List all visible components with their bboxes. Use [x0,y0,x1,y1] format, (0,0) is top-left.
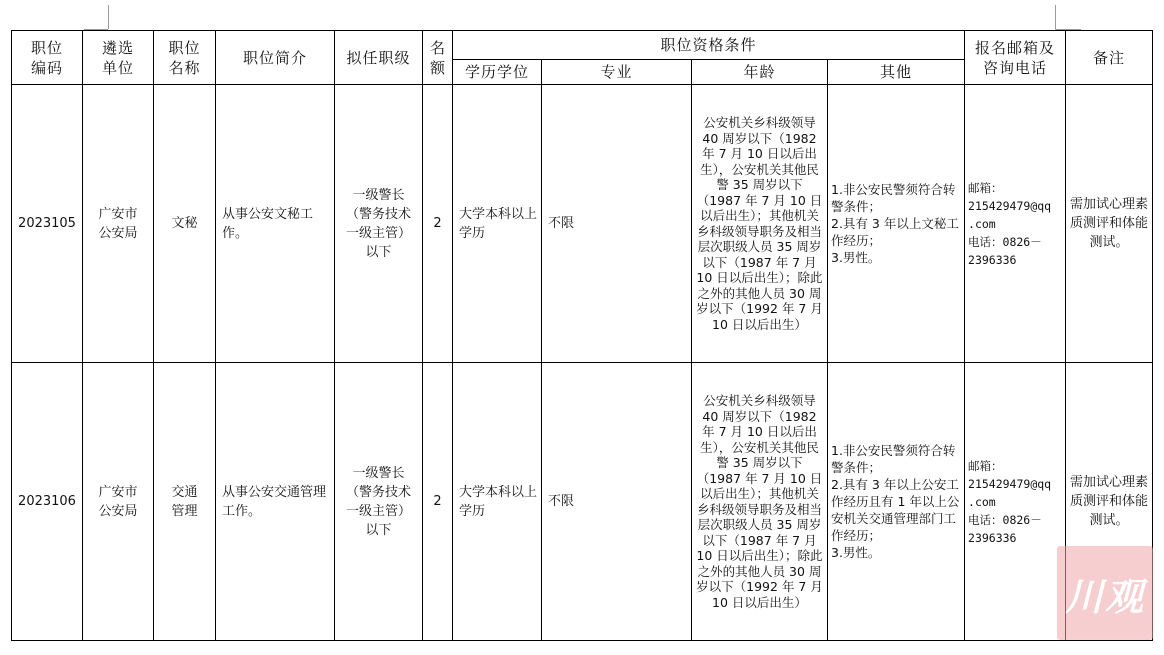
cell-remark: 需加试心理素质测评和体能测试。 [1066,85,1153,363]
header-qualifications: 职位资格条件 [453,31,965,60]
header-education: 学历学位 [453,60,542,85]
table-row [12,85,1153,363]
cell-unit: 广安市 公安局 [83,85,154,363]
header-rank: 拟任职级 [335,31,423,85]
cell-quota: 2 [423,363,453,641]
page-corner-mark-left [108,5,109,29]
cell-intro: 从事公安文秘工作。 [216,85,335,363]
contact-phone: 电话：0826－ 2396336 [968,234,1042,267]
header-unit: 遴选 单位 [83,31,154,85]
header-name: 职位 名称 [154,31,216,85]
header-other: 其他 [828,60,965,85]
cell-name: 文秘 [154,85,216,363]
header-code: 职位 编码 [12,31,83,85]
cell-contact [965,363,1066,641]
cell-education: 大学本科以上学历 [453,85,542,363]
cell-education: 大学本科以上学历 [453,363,542,641]
header-contact: 报名邮箱及 咨询电话 [965,31,1066,85]
table-row [12,363,1153,641]
position-table [11,30,1153,641]
watermark-logo [1057,546,1153,640]
header-remark: 备注 [1066,31,1153,85]
contact-phone: 电话：0826－ 2396336 [968,512,1042,545]
header-intro: 职位简介 [216,31,335,85]
cell-code: 2023106 [12,363,83,641]
cell-age: 公安机关乡科级领导 40 周岁以下（1982 年 7 月 10 日以后出生），公安机关其他民警 35 周岁以下（1987 年 7 月 10 日以后出生）；其他机关乡科级领导职务及相当层次职级人员 35 周岁以下（1987 年 7 月 10 日以后出生）；除此之外的其他人员 30 周岁以下（1992 年 7 月 10 日以后出生） [692,85,828,363]
watermark-text: 川观 [1064,573,1145,619]
contact-email: 邮箱： 215429479@qq .com [968,458,1052,509]
cell-quota: 2 [423,85,453,363]
cell-remark: 需加试心理素质测评和体能测试。 [1066,363,1153,641]
cell-other: 1.非公安民警须符合转警条件； 2.具有 3 年以上公安工作经历且有 1 年以上公安机关交通管理部门工作经历； 3.男性。 [828,363,965,641]
cell-rank: 一级警长 （警务技术 一级主管） 以下 [335,363,423,641]
header-major: 专业 [542,60,692,85]
cell-name: 交通 管理 [154,363,216,641]
cell-contact [965,85,1066,363]
cell-code: 2023105 [12,85,83,363]
cell-major: 不限 [542,363,692,641]
cell-other: 1.非公安民警须符合转警条件； 2.具有 3 年以上文秘工作经历； 3.男性。 [828,85,965,363]
cell-major: 不限 [542,85,692,363]
cell-intro: 从事公安交通管理工作。 [216,363,335,641]
header-age: 年龄 [692,60,828,85]
contact-email: 邮箱： 215429479@qq .com [968,180,1052,231]
header-row-1 [12,31,1153,60]
page-corner-mark-right [1055,5,1056,29]
cell-unit: 广安市 公安局 [83,363,154,641]
header-quota: 名 额 [423,31,453,85]
cell-age: 公安机关乡科级领导 40 周岁以下（1982 年 7 月 10 日以后出生），公安机关其他民警 35 周岁以下（1987 年 7 月 10 日以后出生）；其他机关乡科级领导职务及相当层次职级人员 35 周岁以下（1987 年 7 月 10 日以后出生）；除此之外的其他人员 30 周岁以下（1992 年 7 月 10 日以后出生） [692,363,828,641]
cell-rank: 一级警长 （警务技术 一级主管） 以下 [335,85,423,363]
